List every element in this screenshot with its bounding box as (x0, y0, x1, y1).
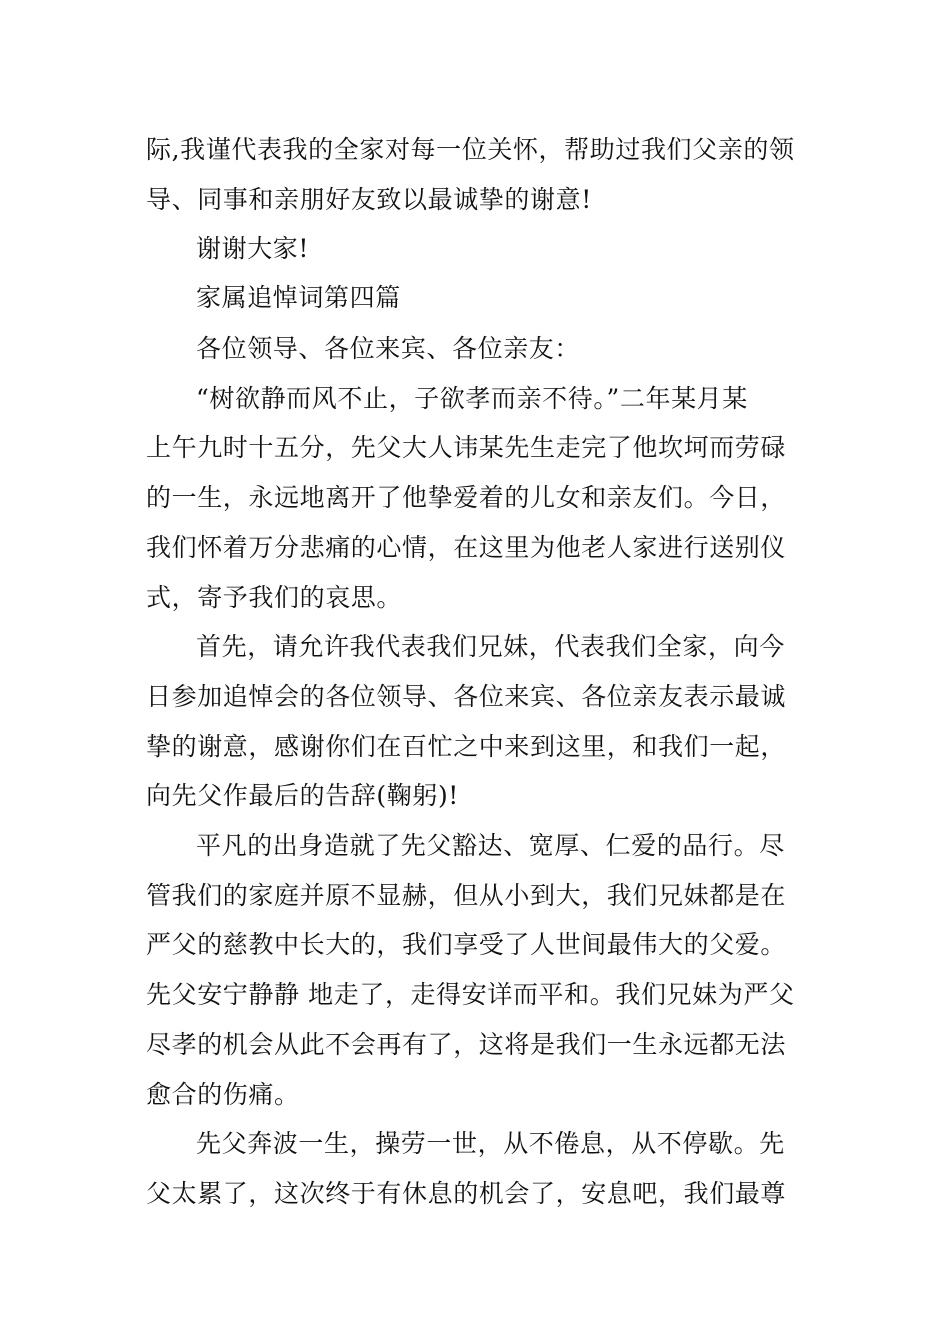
text-line: 的一生，永远地离开了他挚爱着的儿女和亲友们。今日， (146, 483, 787, 512)
text-line: 愈合的伤痛。 (146, 1080, 300, 1109)
text-line: 际,我谨代表我的全家对每一位关怀，帮助过我们父亲的领 (146, 135, 795, 164)
text-line: 管我们的家庭并原不显赫，但从小到大，我们兄妹都是在 (146, 881, 787, 910)
text-line: 挚的谢意，感谢你们在百忙之中来到这里，和我们一起， (146, 732, 787, 761)
section-heading: 家属追悼词第四篇 (196, 283, 401, 312)
text-line: 谢谢大家! (196, 234, 310, 263)
text-line: 首先，请允许我代表我们兄妹，代表我们全家，向今 (196, 632, 785, 661)
text-line: “树欲静而风不止，子欲孝而亲不待。”二年某月某 (196, 384, 748, 413)
text-line: 平凡的出身造就了先父豁达、宽厚、仁爱的品行。尽 (196, 831, 785, 860)
text-line: 导、同事和亲朋好友致以最诚挚的谢意! (146, 185, 592, 214)
text-line: 式，寄予我们的哀思。 (146, 583, 403, 612)
text-line: 尽孝的机会从此不会再有了，这将是我们一生永远都无法 (146, 1030, 787, 1059)
text-line: 先父奔波一生，操劳一世，从不倦息，从不停歇。先 (196, 1129, 785, 1158)
text-line: 我们怀着万分悲痛的心情，在这里为他老人家进行送别仪 (146, 533, 787, 562)
text-line: 向先父作最后的告辞(鞠躬)! (146, 781, 459, 810)
text-line: 上午九时十五分，先父大人讳某先生走完了他坎坷而劳碌 (146, 433, 787, 462)
salutation: 各位领导、各位来宾、各位亲友： (196, 334, 581, 363)
text-line: 严父的慈教中长大的，我们享受了人世间最伟大的父爱。 (146, 930, 787, 959)
text-line: 先父安宁静静 地走了，走得安详而平和。我们兄妹为严父 (146, 980, 795, 1009)
text-line: 日参加追悼会的各位领导、各位来宾、各位亲友表示最诚 (146, 682, 787, 711)
text-line: 父太累了，这次终于有休息的机会了，安息吧，我们最尊 (146, 1179, 787, 1208)
